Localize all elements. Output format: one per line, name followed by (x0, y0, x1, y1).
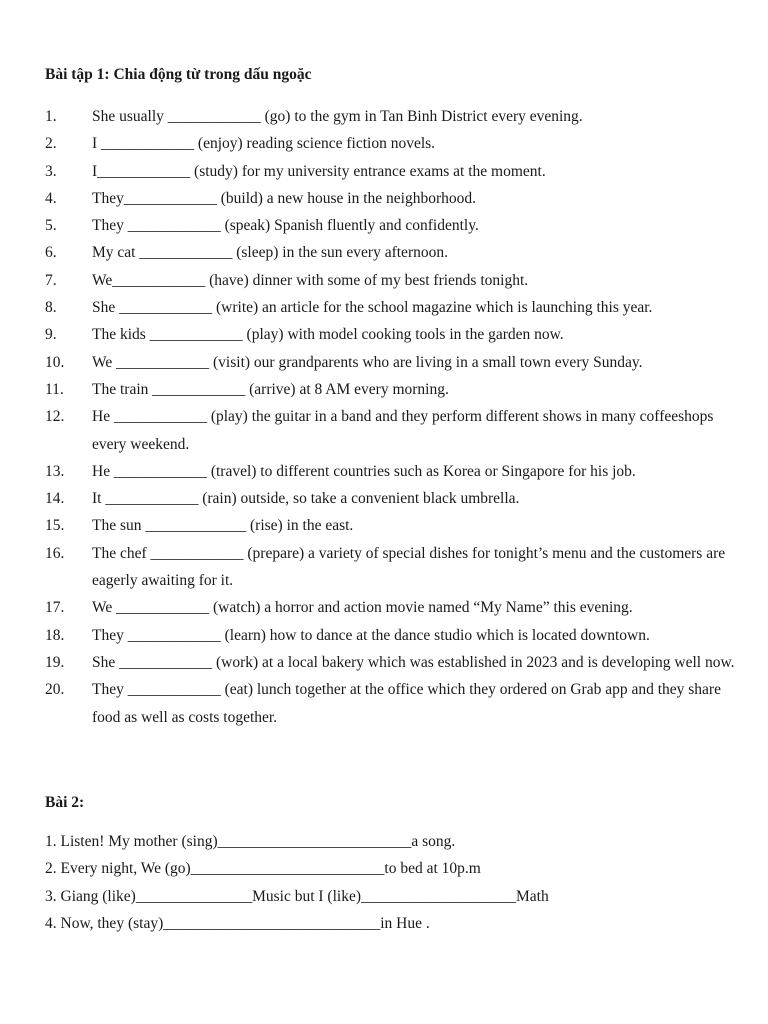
exercise-1-item-6 (45, 239, 745, 266)
exercise-1-item-4 (45, 185, 745, 212)
item-number: 1. (45, 108, 57, 125)
item-sentence: They ____________ (learn) how to dance at the dance studio which is located downtown. (92, 626, 650, 644)
item-number: 16. (45, 544, 65, 562)
exercise-1-item-12 (45, 403, 745, 458)
item-sentence: We ____________ (watch) a horror and action movie named “My Name” this evening. (92, 599, 633, 617)
item-sentence: He ____________ (travel) to different countries such as Korea or Singapore for his job. (92, 462, 636, 480)
item-number: 20. (45, 681, 65, 699)
exercise-2-item-4: 4. Now, they (stay)____________________________in Hue . (45, 914, 430, 932)
item-sentence: I ____________ (enjoy) reading science fiction novels. (92, 135, 436, 153)
exercise-1-item-14 (45, 485, 745, 512)
exercise-2-item-3: 3. Giang (like)_______________Music but I (like)____________________Math (45, 887, 549, 905)
exercise-1-item-15 (45, 512, 745, 539)
item-number: 11. (45, 380, 64, 398)
exercise-1-item-9 (45, 321, 745, 348)
item-sentence: It ____________ (rain) outside, so take a convenient black umbrella. (92, 490, 520, 508)
exercise-2-title: Bài 2: (45, 794, 85, 811)
item-sentence: They____________ (build) a new house in the neighborhood. (92, 189, 476, 207)
item-number: 4. (45, 189, 57, 207)
item-sentence: The chef ____________ (prepare) a variety of special dishes for tonight’s menu and the customers are eagerly awaiting for it. (92, 544, 726, 590)
exercise-1-item-19 (45, 649, 745, 676)
exercise-2-list (45, 828, 745, 937)
item-number: 18. (45, 626, 65, 644)
item-number: 19. (45, 653, 65, 671)
exercise-1-item-5 (45, 212, 745, 239)
exercise-1-item-8 (45, 294, 745, 321)
exercise-2-item-2: 2. Every night, We (go)_________________________to bed at 10p.m (45, 860, 481, 878)
exercise-1-item-7 (45, 267, 745, 294)
item-number: 13. (45, 462, 65, 480)
item-sentence: They ____________ (speak) Spanish fluently and confidently. (92, 217, 479, 235)
item-number: 2. (45, 135, 57, 153)
item-number: 8. (45, 299, 57, 317)
item-sentence: The sun _____________ (rise) in the east. (92, 517, 354, 535)
exercise-1-item-3 (45, 158, 745, 185)
item-number: 6. (45, 244, 57, 262)
exercise-2-item-1: 1. Listen! My mother (sing)_________________________a song. (45, 833, 456, 850)
item-sentence: She ____________ (write) an article for the school magazine which is launching this year. (92, 299, 653, 317)
item-number: 15. (45, 517, 65, 535)
item-number: 3. (45, 162, 57, 180)
item-sentence: The kids ____________ (play) with model cooking tools in the garden now. (92, 326, 564, 344)
item-sentence: They ____________ (eat) lunch together at the office which they ordered on Grab app and they share food as well as costs together. (92, 681, 721, 726)
item-sentence: I____________ (study) for my university entrance exams at the moment. (92, 162, 546, 180)
item-sentence: We ____________ (visit) our grandparents who are living in a small town every Sunday. (92, 353, 643, 371)
item-sentence: The train ____________ (arrive) at 8 AM every morning. (92, 380, 449, 398)
exercise-1-item-18 (45, 622, 745, 649)
item-sentence: She usually ____________ (go) to the gym in Tan Binh District every evening. (92, 108, 583, 125)
exercise-1-item-16 (45, 540, 745, 595)
item-number: 17. (45, 599, 65, 617)
exercise-1-title: Bài tập 1: Chia động từ trong dấu ngoặc (45, 66, 312, 83)
exercise-1-list (45, 103, 745, 731)
item-number: 12. (45, 408, 65, 426)
exercise-1-item-2 (45, 130, 745, 157)
exercise-1-item-10 (45, 349, 745, 376)
exercise-1-item-1 (45, 103, 745, 130)
item-number: 5. (45, 217, 57, 235)
item-sentence: My cat ____________ (sleep) in the sun every afternoon. (92, 244, 448, 262)
exercise-1-item-17 (45, 594, 745, 621)
exercise-1-item-13 (45, 458, 745, 485)
exercise-1-item-20 (45, 676, 745, 731)
item-number: 9. (45, 326, 57, 344)
item-sentence: She ____________ (work) at a local bakery which was established in 2023 and is developing well now. (92, 653, 735, 671)
item-sentence: We____________ (have) dinner with some of my best friends tonight. (92, 271, 529, 289)
item-number: 14. (45, 490, 65, 508)
exercise-1-item-11 (45, 376, 745, 403)
item-sentence: He ____________ (play) the guitar in a band and they perform different shows in many coffeeshops every weekend. (92, 408, 714, 453)
item-number: 10. (45, 353, 65, 371)
item-number: 7. (45, 271, 57, 289)
